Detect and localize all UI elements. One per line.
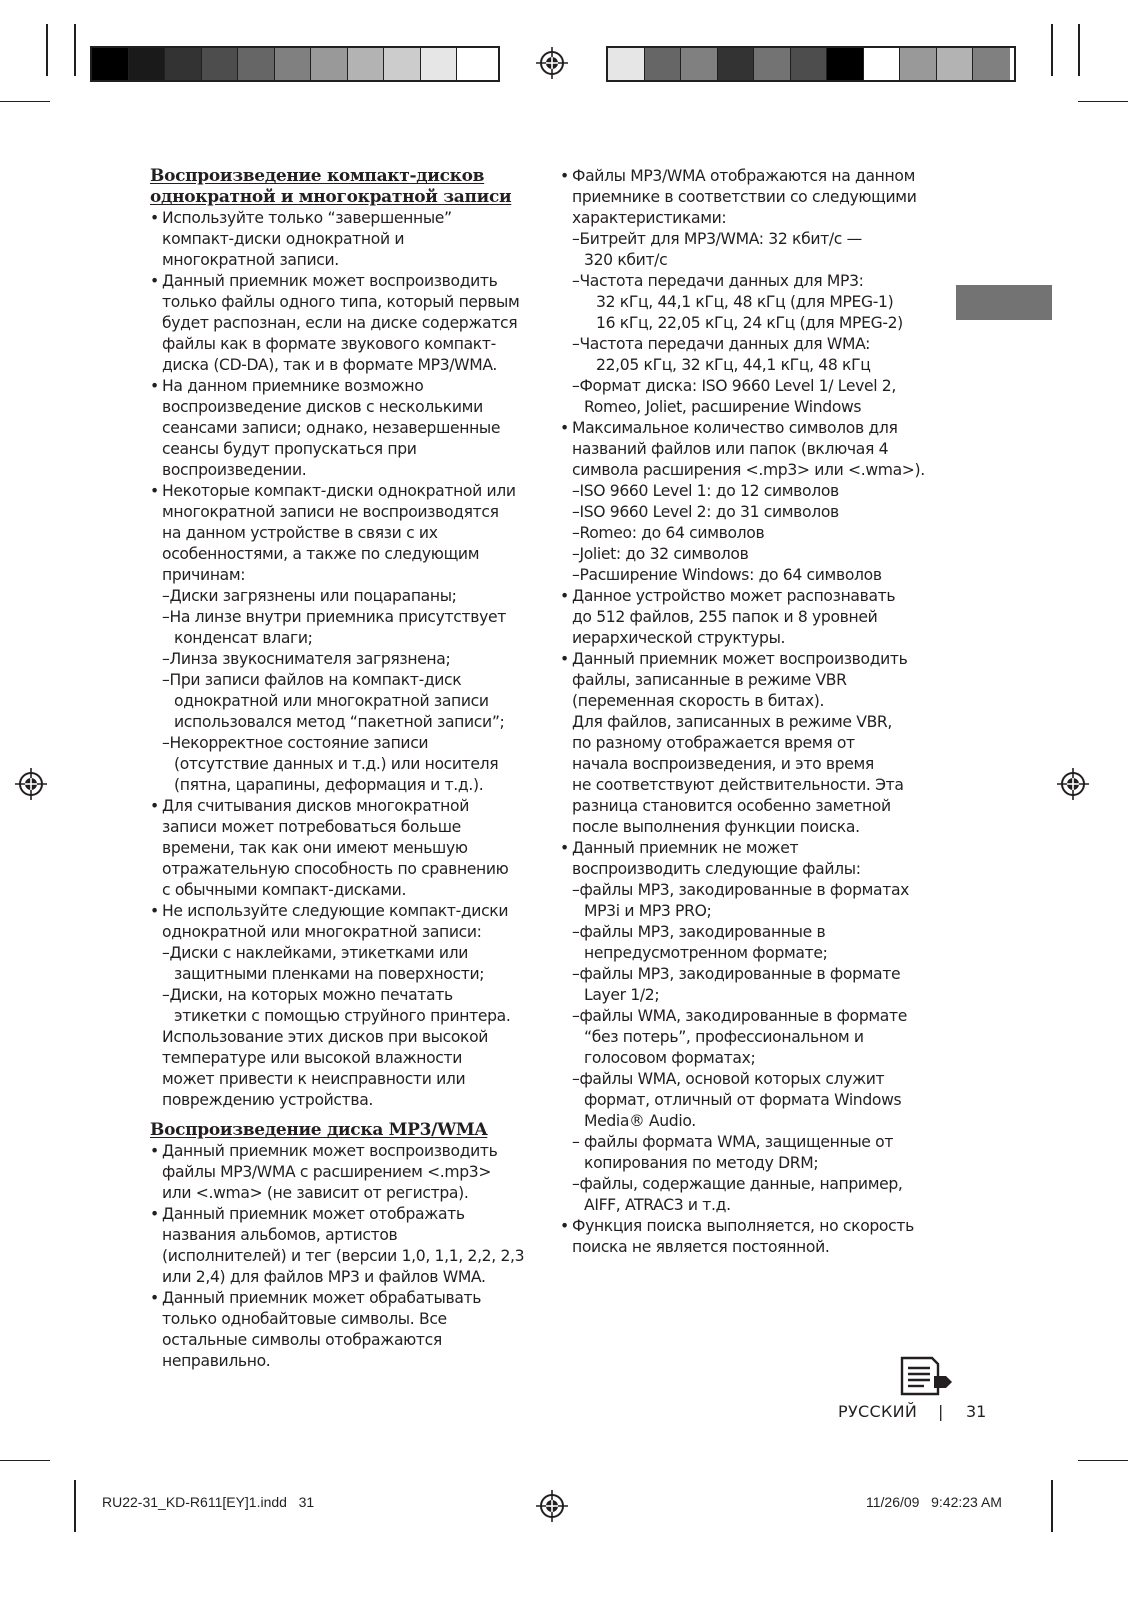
text-line: диска (CD-DA), так и в формате MP3/WMA. <box>162 356 498 374</box>
color-swatch <box>827 48 864 80</box>
slug-timestamp: 11/26/09 9:42:23 AM <box>866 1494 1002 1510</box>
text-line: воспроизведение дисков с несколькими <box>162 398 483 416</box>
dash-item-line: этикетки с помощью струйного принтера. <box>174 1007 511 1025</box>
section-heading-mp3-wma: Воспроизведение диска MP3/WMA <box>150 1120 488 1140</box>
dash-item-line: формат, отличный от формата Windows <box>584 1091 902 1109</box>
dash-item-line: однократной или многократной записи <box>174 692 489 710</box>
cd-notes-list <box>150 208 540 1111</box>
text-line: повреждению устройства. <box>162 1091 374 1109</box>
text-line: многократной записи не воспроизводятся <box>162 503 499 521</box>
color-swatch <box>681 48 718 80</box>
registration-mark-icon <box>536 47 568 79</box>
color-swatch <box>864 48 901 80</box>
text-line: или 2,4) для файлов MP3 и файлов WMA. <box>162 1268 486 1286</box>
heading-line: Воспроизведение компакт-дисков <box>150 166 485 186</box>
color-swatch <box>791 48 828 80</box>
slug-filename: RU22-31_KD-R611[EY]1.indd 31 <box>102 1494 315 1510</box>
footer-language: РУССКИЙ <box>838 1402 918 1421</box>
text-line: по разному отображается время от <box>572 734 855 752</box>
text-line: может привести к неисправности или <box>162 1070 466 1088</box>
text-line: не соответствуют действительности. Эта <box>572 776 904 794</box>
text-line: воспроизводить следующие файлы: <box>572 860 861 878</box>
dash-item-line: использовался метод “пакетной записи”; <box>174 713 505 731</box>
mp3-notes-list <box>150 1141 540 1372</box>
dash-item-line: Media® Audio. <box>584 1112 696 1130</box>
crop-mark <box>1078 1460 1128 1461</box>
color-bar-right <box>606 46 1016 82</box>
bullet-item: • Данный приемник не может <box>560 838 960 859</box>
dash-item-line: –файлы, содержащие данные, например, <box>572 1175 903 1193</box>
dash-item-line: непредусмотренном формате; <box>584 944 828 962</box>
color-swatch <box>92 48 129 80</box>
text-line: воспроизведении. <box>162 461 307 479</box>
dash-item-line: –ISO 9660 Level 2: до 31 символов <box>572 503 839 521</box>
text-line: Использование этих дисков при высокой <box>162 1028 489 1046</box>
crop-mark <box>1051 24 1053 76</box>
crop-mark <box>0 101 50 102</box>
bullet-item: • Функция поиска выполняется, но скорость <box>560 1216 960 1237</box>
bullet-item: • Данный приемник может отображать <box>150 1204 540 1225</box>
dash-item-line: –файлы WMA, закодированные в формате <box>572 1007 907 1025</box>
color-swatch <box>238 48 275 80</box>
dash-item-line: –На линзе внутри приемника присутствует <box>162 608 506 626</box>
crop-mark <box>74 1480 76 1532</box>
dash-item-line: Romeo, Joliet, расширение Windows <box>584 398 862 416</box>
dash-item-line: –Диски, на которых можно печатать <box>162 986 453 1004</box>
dash-item-line: MP3i и MP3 PRO; <box>584 902 712 920</box>
registration-mark-icon <box>536 1490 568 1522</box>
text-line: до 512 файлов, 255 папок и 8 уровней <box>572 608 878 626</box>
text-line: сеансами записи; однако, незавершенные <box>162 419 501 437</box>
text-line: (исполнителей) и тег (версии 1,0, 1,1, 2,2, 2,3 <box>162 1247 525 1265</box>
document-note-icon <box>898 1356 954 1396</box>
dash-item-line: –файлы WMA, основой которых служит <box>572 1070 885 1088</box>
heading-line: однократной и многократной записи <box>150 187 512 207</box>
page-number: 31 <box>966 1402 987 1421</box>
text-line: компакт-диски однократной и <box>162 230 405 248</box>
dash-item-line: Layer 1/2; <box>584 986 660 1004</box>
dash-item-line: –Частота передачи данных для MP3: <box>572 272 864 290</box>
dash-item-line: –Диски загрязнены или поцарапаны; <box>162 587 457 605</box>
color-swatch <box>129 48 166 80</box>
dash-item-line: –Некорректное состояние записи <box>162 734 429 752</box>
text-line: иерархической структуры. <box>572 629 786 647</box>
dash-item-line: копирования по методу DRM; <box>584 1154 819 1172</box>
crop-mark <box>1078 24 1080 76</box>
text-line: символа расширения <.mp3> или <.wma>). <box>572 461 925 479</box>
dash-item-line: 16 кГц, 22,05 кГц, 24 кГц (для MPEG-2) <box>596 314 903 332</box>
text-line: времени, так как они имеют меньшую <box>162 839 468 857</box>
text-line: остальные символы отображаются <box>162 1331 442 1349</box>
text-line: записи может потребоваться больше <box>162 818 461 836</box>
color-swatch <box>718 48 755 80</box>
right-column <box>560 166 960 1258</box>
text-line: приемнике в соответствии со следующими <box>572 188 917 206</box>
color-swatch <box>202 48 239 80</box>
dash-item-line: 22,05 кГц, 32 кГц, 44,1 кГц, 48 кГц <box>596 356 871 374</box>
text-line: температуре или высокой влажности <box>162 1049 463 1067</box>
bullet-item: • На данном приемнике возможно <box>150 376 540 397</box>
color-swatch <box>275 48 312 80</box>
footer-separator: | <box>938 1402 944 1421</box>
text-line: разница становится особенно заметной <box>572 797 891 815</box>
color-swatch <box>645 48 682 80</box>
dash-item-line: –Диски с наклейками, этикетками или <box>162 944 469 962</box>
color-swatch <box>973 48 1010 80</box>
text-line: или <.wma> (не зависит от регистра). <box>162 1184 469 1202</box>
text-line: начала воспроизведения, и это время <box>572 755 874 773</box>
crop-mark <box>1078 101 1128 102</box>
color-swatch <box>384 48 421 80</box>
bullet-item: • Используйте только “завершенные” <box>150 208 540 229</box>
dash-item-line: защитными пленками на поверхности; <box>174 965 485 983</box>
bullet-item: • Данный приемник может воспроизводить <box>150 271 540 292</box>
text-line: отражательную способность по сравнению <box>162 860 509 878</box>
section-heading-cd-playback <box>150 166 540 208</box>
color-swatch <box>311 48 348 80</box>
bullet-item: • Данный приемник может воспроизводить <box>150 1141 540 1162</box>
mp3-spec-list <box>560 166 960 1258</box>
registration-mark-icon <box>15 768 47 800</box>
crop-mark <box>1051 1480 1053 1532</box>
color-bar-left <box>90 46 500 82</box>
text-line: многократной записи. <box>162 251 339 269</box>
text-line: названия альбомов, артистов <box>162 1226 398 1244</box>
dash-item-line: (пятна, царапины, деформация и т.д.). <box>174 776 484 794</box>
dash-item-line: –Битрейт для MP3/WMA: 32 кбит/с — <box>572 230 862 248</box>
text-line: файлы как в формате звукового компакт- <box>162 335 496 353</box>
text-line: однократной или многократной записи: <box>162 923 482 941</box>
text-line: с обычными компакт-дисками. <box>162 881 407 899</box>
crop-mark <box>46 24 48 76</box>
bullet-item: • Максимальное количество символов для <box>560 418 960 439</box>
text-line: файлы MP3/WMA с расширением <.mp3> <box>162 1163 492 1181</box>
dash-item-line: –Joliet: до 32 символов <box>572 545 749 563</box>
color-swatch <box>900 48 937 80</box>
color-swatch <box>754 48 791 80</box>
bullet-item: • Не используйте следующие компакт-диски <box>150 901 540 922</box>
text-line: поиска не является постоянной. <box>572 1238 830 1256</box>
dash-item-line: –Romeo: до 64 символов <box>572 524 765 542</box>
bullet-item: • Данный приемник может обрабатывать <box>150 1288 540 1309</box>
dash-item-line: –файлы MP3, закодированные в формате <box>572 965 901 983</box>
color-swatch <box>165 48 202 80</box>
left-column <box>150 166 540 1372</box>
text-line: Для файлов, записанных в режиме VBR, <box>572 713 893 731</box>
text-line: неправильно. <box>162 1352 271 1370</box>
text-line: (переменная скорость в битах). <box>572 692 825 710</box>
text-line: характеристиками: <box>572 209 727 227</box>
dash-item-line: –Расширение Windows: до 64 символов <box>572 566 882 584</box>
text-line: после выполнения функции поиска. <box>572 818 860 836</box>
text-line: только однобайтовые символы. Все <box>162 1310 447 1328</box>
bullet-item: • Файлы MP3/WMA отображаются на данном <box>560 166 960 187</box>
dash-item-line: –ISO 9660 Level 1: до 12 символов <box>572 482 839 500</box>
bullet-item: • Данное устройство может распознавать <box>560 586 960 607</box>
text-line: на данном устройстве в связи с их <box>162 524 438 542</box>
dash-item-line: голосовом форматах; <box>584 1049 756 1067</box>
bullet-item: • Некоторые компакт-диски однократной или <box>150 481 540 502</box>
text-line: только файлы одного типа, который первым <box>162 293 520 311</box>
dash-item-line: 320 кбит/с <box>584 251 668 269</box>
color-swatch <box>421 48 458 80</box>
dash-item-line: –Формат диска: ISO 9660 Level 1/ Level 2, <box>572 377 896 395</box>
bullet-item: • Данный приемник может воспроизводить <box>560 649 960 670</box>
dash-item-line: –При записи файлов на компакт-диск <box>162 671 462 689</box>
text-line: названий файлов или папок (включая 4 <box>572 440 889 458</box>
dash-item-line: – файлы формата WMA, защищенные от <box>572 1133 894 1151</box>
dash-item-line: (отсутствие данных и т.д.) или носителя <box>174 755 499 773</box>
dash-item-line: 32 кГц, 44,1 кГц, 48 кГц (для MPEG-1) <box>596 293 894 311</box>
dash-item-line: “без потерь”, профессиональном и <box>584 1028 864 1046</box>
color-swatch <box>457 48 494 80</box>
text-line: будет распознан, если на диске содержатся <box>162 314 518 332</box>
crop-mark <box>0 1460 50 1461</box>
dash-item-line: конденсат влаги; <box>174 629 313 647</box>
dash-item-line: AIFF, ATRAC3 и т.д. <box>584 1196 731 1214</box>
text-line: файлы, записанные в режиме VBR <box>572 671 847 689</box>
language-tab <box>956 285 1052 320</box>
dash-item-line: –файлы MP3, закодированные в <box>572 923 826 941</box>
text-line: причинам: <box>162 566 246 584</box>
dash-item-line: –Частота передачи данных для WMA: <box>572 335 871 353</box>
crop-mark <box>74 24 76 76</box>
color-swatch <box>348 48 385 80</box>
text-line: сеансы будут пропускаться при <box>162 440 417 458</box>
color-swatch <box>608 48 645 80</box>
registration-mark-icon <box>1057 768 1089 800</box>
text-line: особенностями, а также по следующим <box>162 545 480 563</box>
color-swatch <box>937 48 974 80</box>
bullet-item: • Для считывания дисков многократной <box>150 796 540 817</box>
dash-item-line: –Линза звукоснимателя загрязнена; <box>162 650 451 668</box>
dash-item-line: –файлы MP3, закодированные в форматах <box>572 881 910 899</box>
